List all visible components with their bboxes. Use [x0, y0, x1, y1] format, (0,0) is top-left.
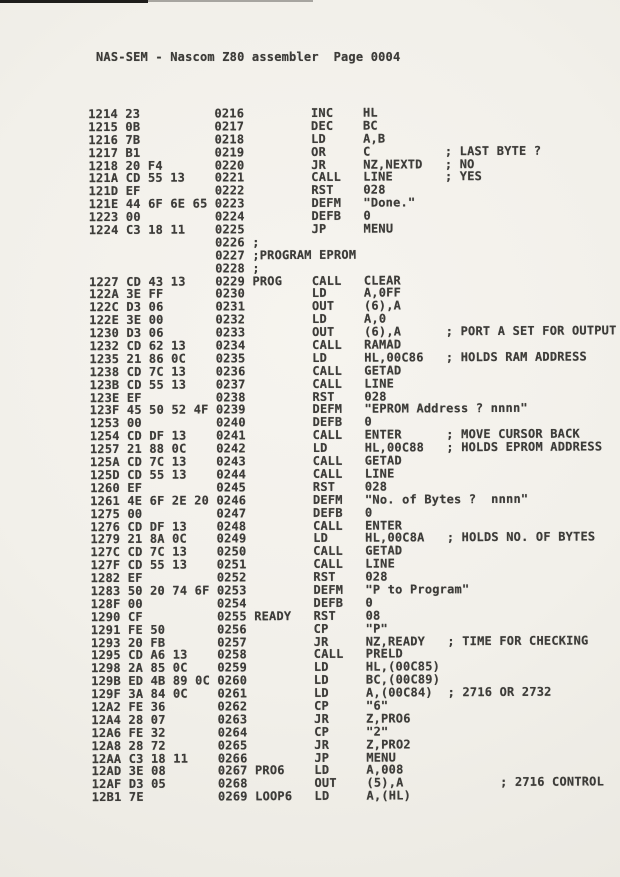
- listing-line: 12AA C3 18 11 0266 JP MENU: [91, 750, 397, 766]
- listing-line: 12A2 FE 36 0262 CP "6": [91, 698, 389, 715]
- listing-line: 123B CD 55 13 0237 CALL LINE: [89, 376, 395, 392]
- listing-line: 125D CD 55 13 0244 CALL LINE: [90, 466, 395, 483]
- listing-line: 12A6 FE 32 0264 CP "2": [91, 724, 389, 740]
- listing-line: 1235 21 86 0C 0235 LD HL,00C86 ; HOLDS RAM ADDRESS: [89, 349, 587, 367]
- listing-line: 12AF D3 05 0268 OUT (5),A ; 2716 CONTROL: [91, 774, 605, 792]
- listing-line: 0228 ;: [88, 260, 260, 276]
- listing-line: 1230 D3 06 0233 OUT (6),A ; PORT A SET FOR OUTPUT: [89, 323, 617, 341]
- listing-line: 1227 CD 43 13 0229 PROG CALL CLEAR: [89, 273, 401, 289]
- listing-line: 1214 23 0216 INC HL: [88, 105, 378, 122]
- listing-line: 129F 3A 84 0C 0261 LD A,(00C84) ; 2716 OR 2732: [91, 684, 552, 702]
- listing-line: 128F 00 0254 DEFB 0: [90, 595, 373, 611]
- listing-line: 12A4 28 07 0263 JR Z,PRO6: [91, 711, 411, 727]
- listing-line: 12AD 3E 08 0267 PRO6 LD A,008: [91, 762, 404, 779]
- listing-line: 1261 4E 6F 2E 20 0246 DEFM "No. of Bytes ? nnnn": [90, 491, 529, 508]
- listing-line: 1260 EF 0245 RST 028: [90, 479, 388, 495]
- listing-line: 1254 CD DF 13 0241 CALL ENTER ; MOVE CURSOR BACK: [89, 426, 580, 444]
- listing-line: 1215 0B 0217 DEC BC: [88, 118, 378, 134]
- listing-line: 1218 20 F4 0220 JR NZ,NEXTD ; NO: [88, 156, 475, 173]
- listing-line: 1283 50 20 74 6F 0253 DEFM "P to Program": [90, 582, 470, 599]
- listing-line: 0227 ;PROGRAM EPROM: [88, 247, 357, 263]
- listing-line: 1276 CD DF 13 0248 CALL ENTER: [90, 517, 403, 534]
- listing-line: 1293 20 FB 0257 JR NZ,READY ; TIME FOR CHECKING: [90, 633, 589, 650]
- listing-line: 125A CD 7C 13 0243 CALL GETAD: [89, 453, 402, 470]
- scan-artifact-edge-light: [148, 0, 313, 2]
- listing-line: 121A CD 55 13 0221 CALL LINE ; YES: [88, 169, 483, 186]
- assembly-listing: [88, 105, 619, 804]
- listing-line: 1224 C3 18 11 0225 JP MENU: [88, 221, 394, 238]
- listing-line: 0226 ;: [88, 235, 260, 251]
- listing-line: 127C CD 7C 13 0250 CALL GETAD: [90, 543, 403, 560]
- listing-line: 123E EF 0238 RST 028: [89, 389, 387, 405]
- listing-line: 1238 CD 7C 13 0236 CALL GETAD: [89, 363, 402, 379]
- listing-line: 122E 3E 00 0232 LD A,0: [89, 311, 387, 328]
- listing-line: 1279 21 8A 0C 0249 LD HL,00C8A ; HOLDS NO. OF BYTES: [90, 529, 596, 547]
- listing-line: 122A 3E FF 0230 LD A,0FF: [89, 285, 402, 302]
- listing-line: 121E 44 6F 6E 65 0223 DEFM "Done.": [88, 195, 416, 212]
- listing-line: 1216 7B 0218 LD A,B: [88, 131, 386, 147]
- listing-line: 12A8 28 72 0265 JR Z,PRO2: [91, 737, 411, 753]
- listing-line: 1232 CD 62 13 0234 CALL RAMAD: [89, 337, 402, 354]
- listing-line: 1217 B1 0219 OR C ; LAST BYTE ?: [88, 143, 542, 160]
- listing-line: 12B1 7E 0269 LOOP6 LD A,(HL): [91, 788, 412, 805]
- listing-line: 122C D3 06 0231 OUT (6),A: [89, 298, 402, 315]
- listing-line: 129B ED 4B 89 0C 0260 LD BC,(00C89): [91, 672, 441, 689]
- listing-line: 1253 00 0240 DEFB 0: [89, 415, 373, 431]
- listing-line: 1282 EF 0252 RST 028: [90, 569, 388, 586]
- listing-line: 123F 45 50 52 4F 0239 DEFM "EPROM Address ? nnnn": [89, 401, 528, 418]
- scan-artifact-edge: [0, 0, 148, 3]
- listing-line: 1257 21 88 0C 0242 LD HL,00C88 ; HOLDS EPROM ADDRESS: [89, 439, 603, 457]
- listing-line: 1295 CD A6 13 0258 CALL PRELD: [91, 646, 403, 663]
- listing-line: 127F CD 55 13 0251 CALL LINE: [90, 556, 396, 573]
- listing-line: 1223 00 0224 DEFB 0: [88, 208, 371, 225]
- listing-line: 1298 2A 85 0C 0259 LD HL,(00C85): [91, 659, 441, 676]
- listing-line: 1275 00 0247 DEFB 0: [90, 505, 373, 521]
- page-title: NAS-SEM - Nascom Z80 assembler Page 0004: [96, 50, 401, 64]
- listing-line: 1291 FE 50 0256 CP "P": [90, 621, 388, 637]
- listing-line: 121D EF 0222 RST 028: [88, 182, 386, 199]
- listing-line: 1290 CF 0255 READY RST 08: [90, 608, 381, 624]
